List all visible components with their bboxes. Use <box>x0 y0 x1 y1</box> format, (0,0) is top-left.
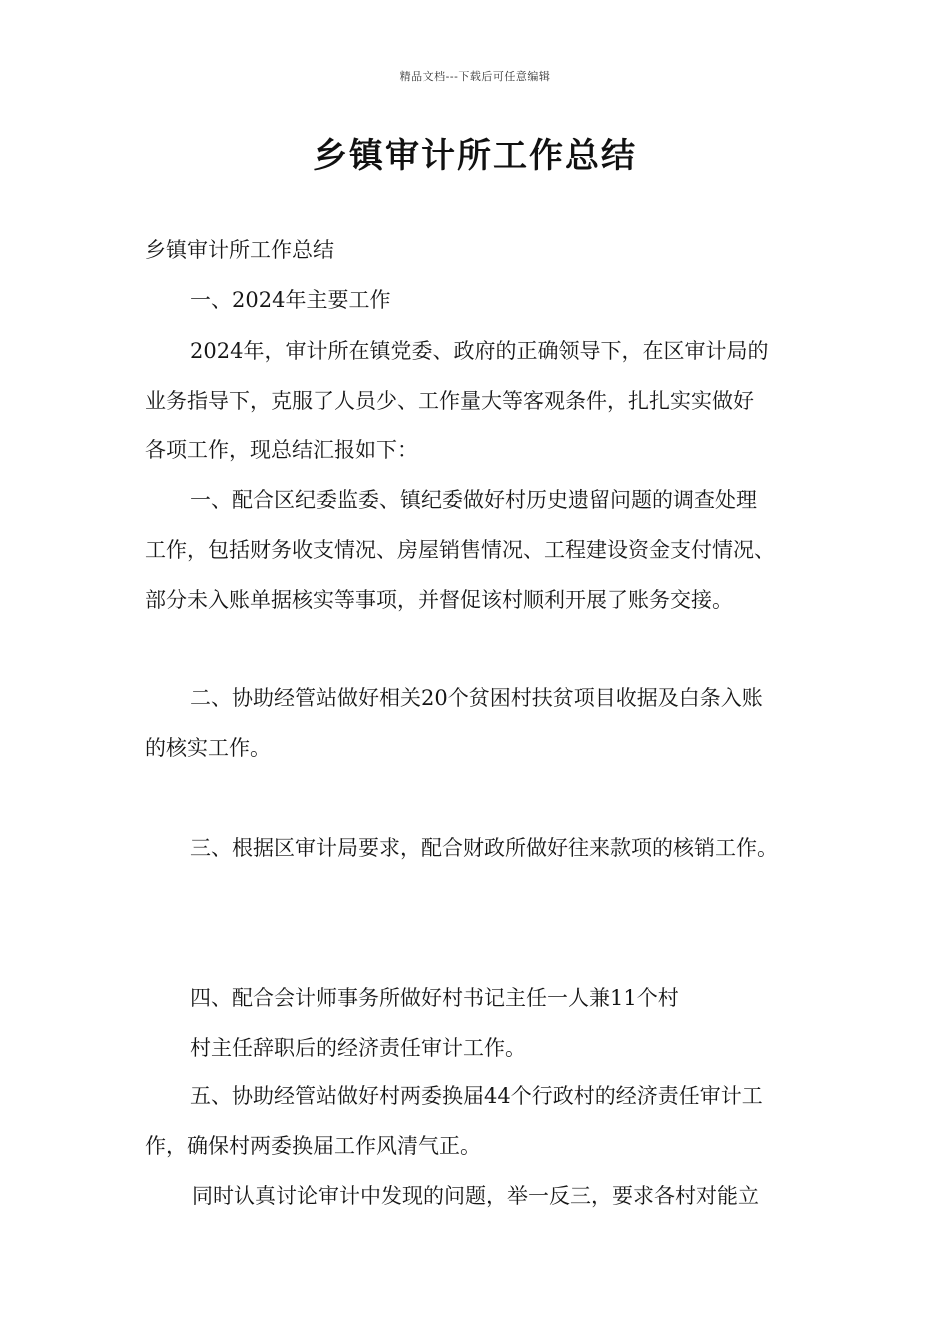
body-line: 一、配合区纪委监委、镇纪委做好村历史遗留问题的调查处理 <box>190 488 757 512</box>
body-line: 各项工作，现总结汇报如下： <box>145 438 418 462</box>
body-line: 业务指导下，克服了人员少、工作量大等客观条件，扎扎实实做好 <box>145 389 754 413</box>
body-line-subtitle: 乡镇审计所工作总结 <box>145 238 334 262</box>
document-title: 乡镇审计所工作总结 <box>313 136 637 176</box>
body-line: 工作，包括财务收支情况、房屋销售情况、工程建设资金支付情况、 <box>145 538 775 562</box>
page-header-note: 精品文档---下载后可任意编辑 <box>399 70 551 83</box>
body-line: 部分未入账单据核实等事项，并督促该村顺利开展了账务交接。 <box>145 588 733 612</box>
body-line: 作，确保村两委换届工作风清气正。 <box>145 1134 481 1158</box>
body-line: 2024年，审计所在镇党委、政府的正确领导下，在区审计局的 <box>190 339 769 363</box>
body-line: 三、根据区审计局要求，配合财政所做好往来款项的核销工作。 <box>190 836 778 860</box>
body-line: 的核实工作。 <box>145 736 271 760</box>
body-line-section-heading: 一、2024年主要工作 <box>190 288 391 312</box>
body-line: 同时认真讨论审计中发现的问题，举一反三，要求各村对能立 <box>192 1184 759 1208</box>
body-line: 村主任辞职后的经济责任审计工作。 <box>190 1036 526 1060</box>
body-line: 四、配合会计师事务所做好村书记主任一人兼11个村 <box>190 986 679 1010</box>
body-line: 二、协助经管站做好相关20个贫困村扶贫项目收据及白条入账 <box>190 686 763 710</box>
body-line: 五、协助经管站做好村两委换届44个行政村的经济责任审计工 <box>190 1084 763 1108</box>
